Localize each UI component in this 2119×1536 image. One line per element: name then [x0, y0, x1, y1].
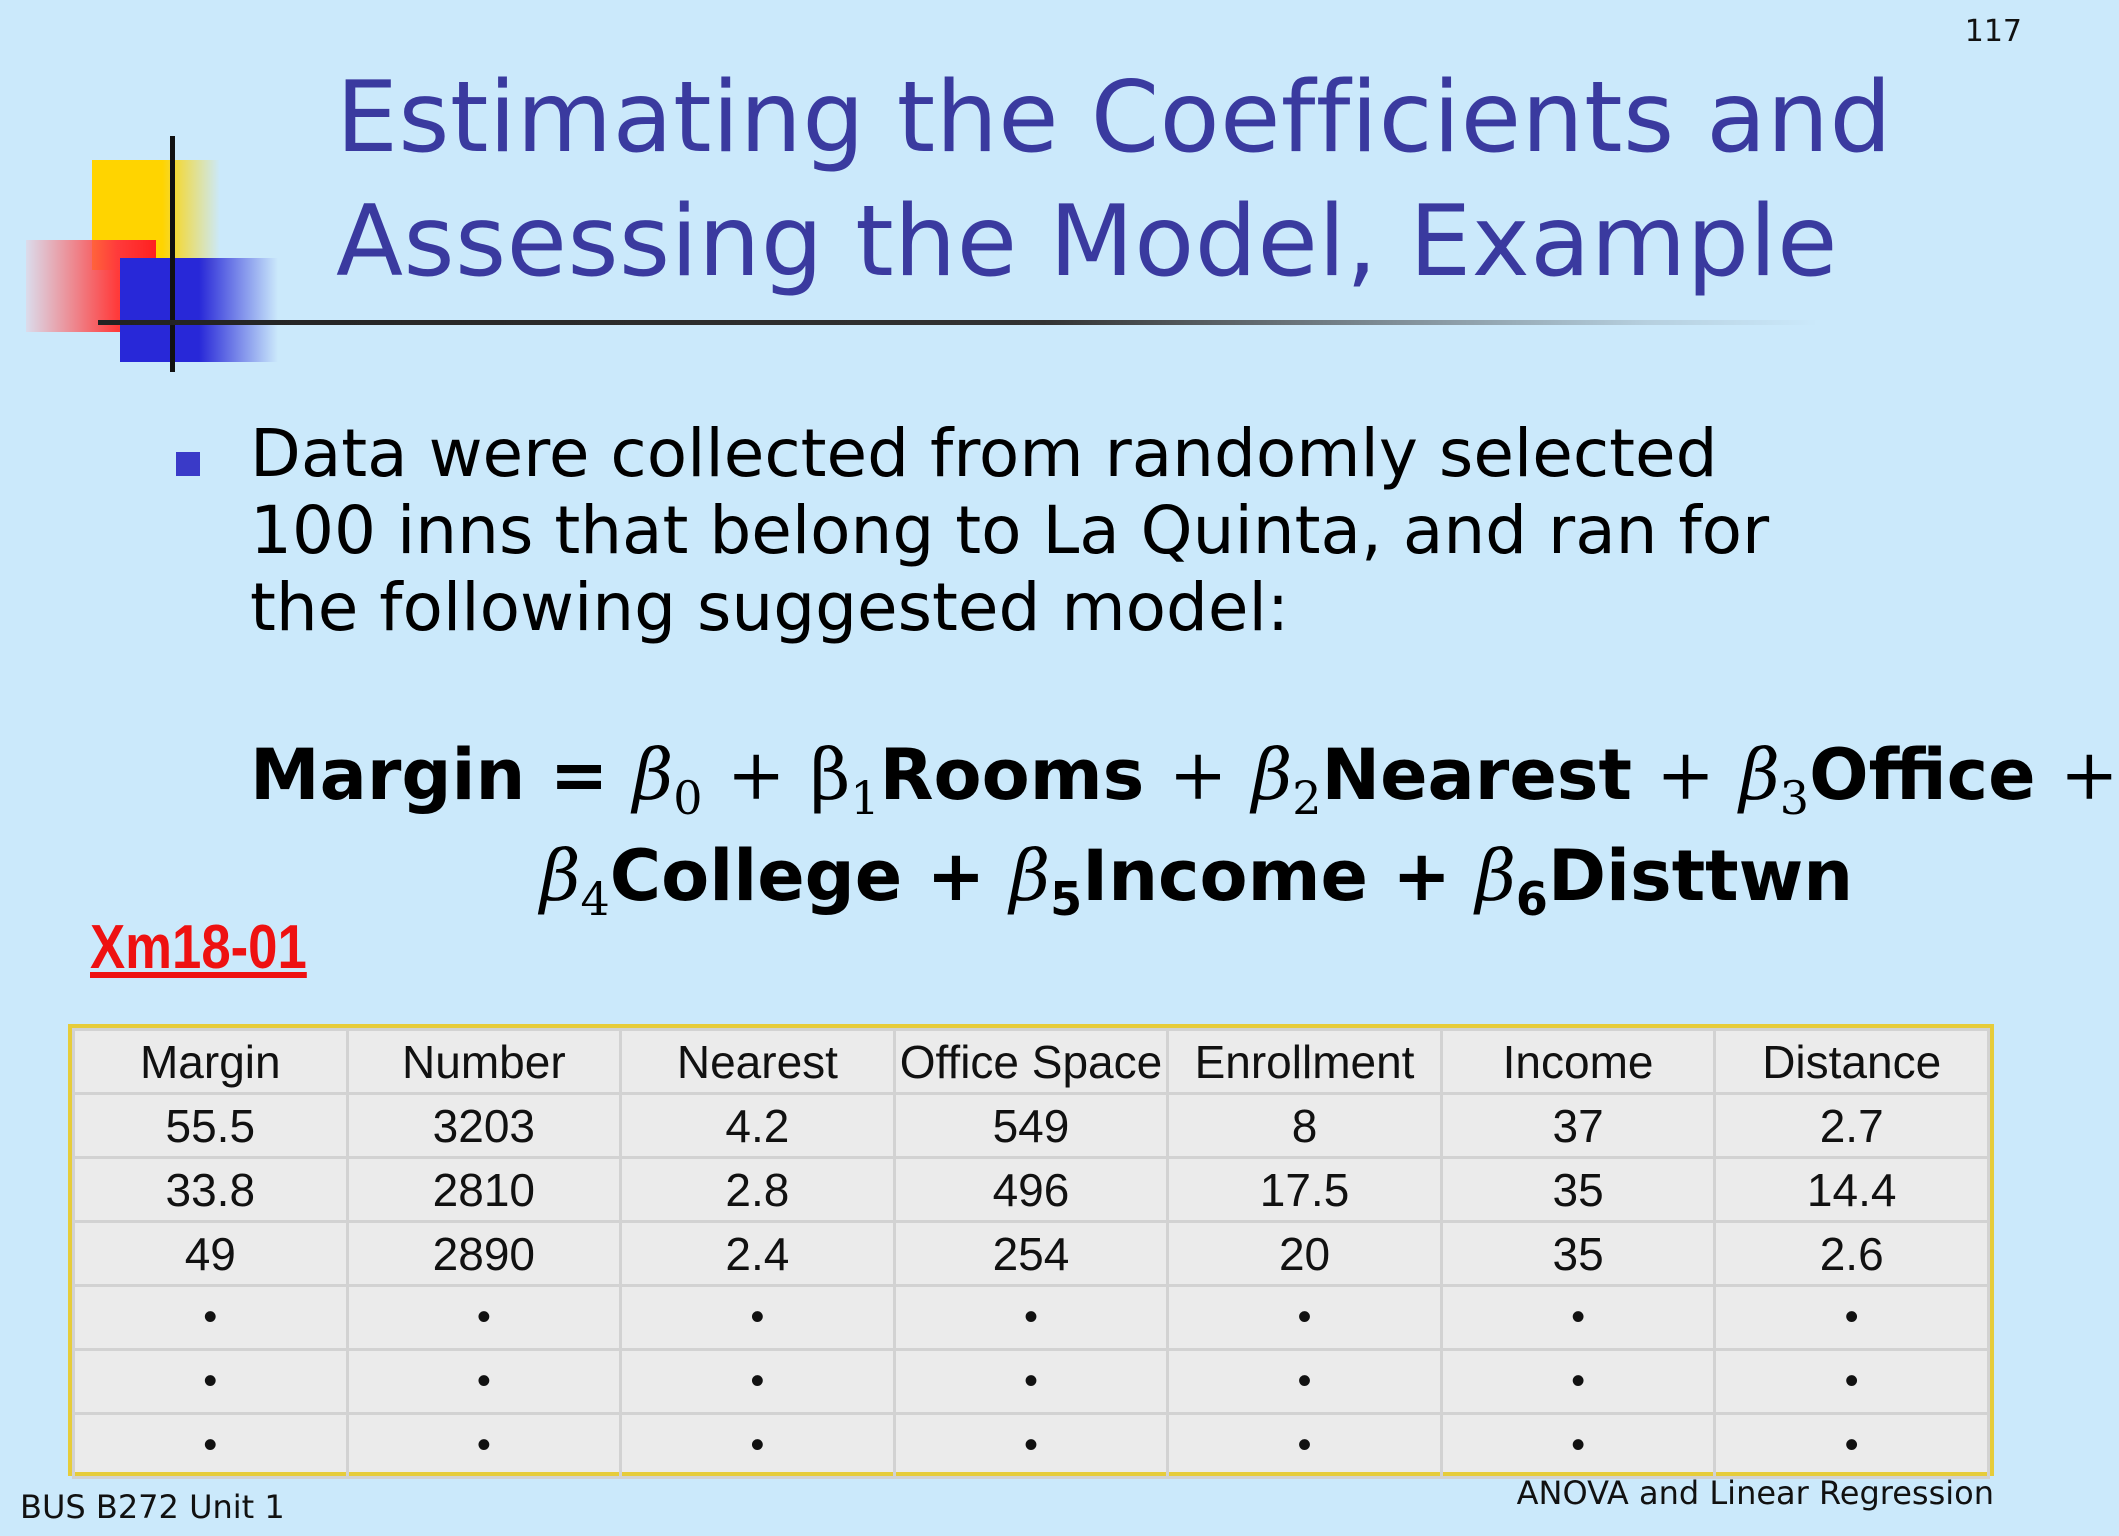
- beta-symbol: β: [540, 835, 581, 917]
- model-variable: Rooms: [879, 734, 1145, 816]
- title-line-2: Assessing the Model, Example: [336, 185, 1838, 299]
- table-cell: 35: [1441, 1158, 1715, 1222]
- beta-symbol: β: [809, 734, 851, 816]
- beta-symbol: β: [1251, 734, 1293, 816]
- table-cell: 496: [894, 1158, 1168, 1222]
- subscript: 5: [1050, 872, 1083, 926]
- table-row: [74, 1094, 1989, 1158]
- table-cell: 14.4: [1715, 1158, 1989, 1222]
- table-cell: 17.5: [1168, 1158, 1442, 1222]
- table-cell: 3203: [347, 1094, 621, 1158]
- table-cell: •: [621, 1350, 895, 1414]
- table-cell: 4.2: [621, 1094, 895, 1158]
- table-cell: •: [894, 1286, 1168, 1350]
- title-underline: [98, 320, 1818, 325]
- plus-sign: +: [1656, 734, 1715, 816]
- subscript: 1: [850, 771, 880, 825]
- model-variable: Income: [1082, 835, 1369, 917]
- table-cell: •: [1441, 1286, 1715, 1350]
- table-cell: 254: [894, 1222, 1168, 1286]
- table-cell: •: [1168, 1414, 1442, 1478]
- subscript: 6: [1515, 872, 1548, 926]
- table-cell: •: [621, 1286, 895, 1350]
- table-cell: •: [1168, 1286, 1442, 1350]
- table-cell: •: [74, 1414, 348, 1478]
- table-cell: •: [1168, 1350, 1442, 1414]
- footer-topic: ANOVA and Linear Regression: [1516, 1474, 1994, 1512]
- table-row: [74, 1286, 1989, 1350]
- beta-symbol: β: [632, 734, 674, 816]
- table-row: [74, 1414, 1989, 1478]
- plus-sign: +: [1392, 835, 1452, 917]
- table-cell: 37: [1441, 1094, 1715, 1158]
- subscript: 3: [1779, 771, 1810, 825]
- table-row: [74, 1222, 1989, 1286]
- table-header-row: [74, 1030, 1989, 1094]
- bullet-text: Data were collected from randomly selected 100 inns that belong to La Quinta, and ran for the following suggested model:: [250, 415, 1770, 646]
- beta-symbol: β: [1739, 734, 1780, 816]
- plus-sign: +: [926, 835, 986, 917]
- table-cell: 33.8: [74, 1158, 348, 1222]
- table-cell: 2810: [347, 1158, 621, 1222]
- table-cell: 2890: [347, 1222, 621, 1286]
- model-variable: Nearest: [1321, 734, 1632, 816]
- table-cell: 20: [1168, 1222, 1442, 1286]
- blue-square: [120, 258, 278, 362]
- table-cell: •: [347, 1350, 621, 1414]
- equation-line-2: [250, 837, 1950, 938]
- table-cell: •: [894, 1414, 1168, 1478]
- model-lhs: Margin =: [250, 734, 609, 816]
- table-cell: •: [74, 1350, 348, 1414]
- slide-title: [336, 56, 1892, 304]
- table-cell: •: [347, 1286, 621, 1350]
- column-header: Distance: [1715, 1030, 1989, 1094]
- title-line-1: Estimating the Coefficients and: [336, 61, 1893, 175]
- subscript: 0: [673, 771, 703, 825]
- table-cell: 549: [894, 1094, 1168, 1158]
- table-cell: 2.8: [621, 1158, 895, 1222]
- subscript: 2: [1292, 771, 1322, 825]
- table-cell: •: [1715, 1350, 1989, 1414]
- bullet-square-icon: [176, 452, 200, 476]
- column-header: Office Space: [894, 1030, 1168, 1094]
- regression-model-equation: [250, 734, 2119, 938]
- table-cell: 2.6: [1715, 1222, 1989, 1286]
- column-header: Margin: [74, 1030, 348, 1094]
- table-cell: •: [1715, 1414, 1989, 1478]
- column-header: Nearest: [621, 1030, 895, 1094]
- table-cell: •: [621, 1414, 895, 1478]
- beta-symbol: β: [1009, 835, 1051, 917]
- table-row: [74, 1158, 1989, 1222]
- footer-course: BUS B272 Unit 1: [20, 1488, 285, 1526]
- beta-symbol: β: [1475, 835, 1516, 917]
- table-cell: 2.4: [621, 1222, 895, 1286]
- subscript: 4: [580, 872, 610, 926]
- table-cell: 35: [1441, 1222, 1715, 1286]
- table-cell: 8: [1168, 1094, 1442, 1158]
- vertical-rule: [170, 136, 175, 372]
- model-variable: Office: [1809, 734, 2036, 816]
- table-cell: •: [1441, 1414, 1715, 1478]
- slide-logo-decoration: [0, 0, 300, 390]
- data-table-container: [68, 1024, 1994, 1476]
- column-header: Income: [1441, 1030, 1715, 1094]
- plus-sign: +: [2060, 734, 2119, 816]
- table-cell: 55.5: [74, 1094, 348, 1158]
- model-variable: College: [609, 835, 903, 917]
- table-cell: •: [1715, 1286, 1989, 1350]
- model-variable: Disttwn: [1547, 835, 1854, 917]
- column-header: Enrollment: [1168, 1030, 1442, 1094]
- table-cell: •: [347, 1414, 621, 1478]
- column-header: Number: [347, 1030, 621, 1094]
- page-number: 117: [1964, 14, 2022, 49]
- data-table: [72, 1028, 1990, 1479]
- table-cell: •: [894, 1350, 1168, 1414]
- table-cell: 49: [74, 1222, 348, 1286]
- table-cell: 2.7: [1715, 1094, 1989, 1158]
- plus-sign: +: [726, 734, 786, 816]
- table-row: [74, 1350, 1989, 1414]
- table-cell: •: [1441, 1350, 1715, 1414]
- dataset-link[interactable]: Xm18-01: [90, 913, 307, 982]
- plus-sign: +: [1168, 734, 1228, 816]
- table-cell: •: [74, 1286, 348, 1350]
